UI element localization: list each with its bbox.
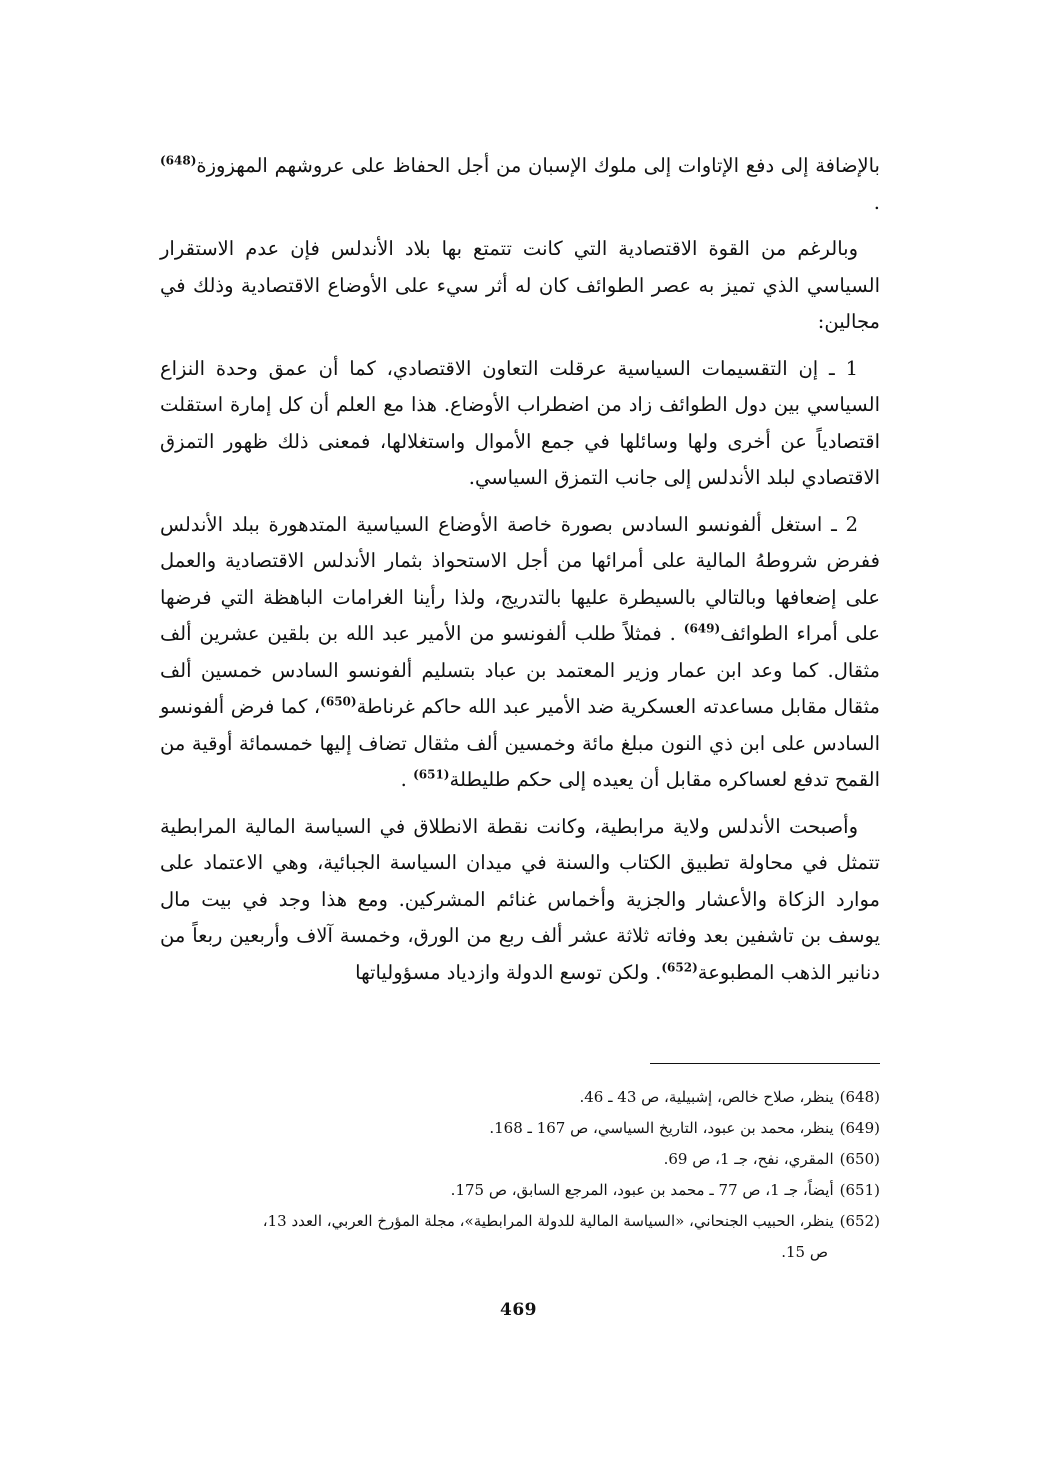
footnote-ref: (649): [683, 621, 721, 636]
paragraph-text: . ولكن توسع الدولة وازدياد مسؤولياتها: [355, 960, 662, 984]
footnote-text: ينظر، محمد بن عبود، التاريخ السياسي، ص 167 ـ 168.: [489, 1119, 834, 1137]
footnote-text: أيضاً، جـ 1، ص 77 ـ محمد بن عبود، المرجع السابق، ص 175.: [450, 1181, 834, 1199]
paragraph-almoravid: [160, 809, 880, 992]
footnote-ref: (651): [413, 767, 450, 782]
footnote-text: ينظر، الحبيب الجنحاني، «السياسة المالية للدولة المرابطية»، مجلة المؤرخ العربي، العدد 13،: [262, 1212, 834, 1230]
paragraph-tail: .: [873, 190, 880, 214]
footnote-number: (649): [839, 1119, 880, 1137]
paragraph-text: 2 ـ استغل ألفونسو السادس بصورة خاصة الأوضاع السياسية المتدهورة ببلد الأندلس ففرض شروطهُ المالية على أمرائها من أجل الاستحواذ بثمار الأندلس الاقتصادية والعمل على إضعافها وبالتالي بالسيطرة عليها بالتدريج، ولذا رأينا الغرامات الباهظة التي فرضها على أمراء الطوائف: [160, 512, 880, 645]
footnote-item: [160, 1113, 880, 1144]
footnote-ref: (648): [160, 153, 197, 168]
footnote-item: [160, 1082, 880, 1113]
footnote-item: [160, 1175, 880, 1206]
paragraph-text: وأصبحت الأندلس ولاية مرابطية، وكانت نقطة الانطلاق في السياسة المالية المرابطية تتمثل في محاولة تطبيق الكتاب والسنة في ميدان السياسة الجبائية، وهي الاعتماد على موارد الزكاة والأعشار والجزية وأخماس غنائم المشركين. ومع هذا وجد في بيت مال يوسف بن تاشفين بعد وفاته ثلاثة عشر ألف ربع من الورق، وخمسة آلاف وأربعين ربعاً من دنانير الذهب المطبوعة: [160, 814, 880, 984]
paragraph-text: ، كما فرض ألفونسو السادس على ابن ذي النون مبلغ مائة وخمسين ألف مثقال تضاف إليها خمسمائة أوقية من القمح تدفع لعساكره مقابل أن يعيده إلى حكم طليطلة: [160, 695, 880, 791]
footnote-ref: (650): [320, 694, 357, 709]
main-text: [160, 148, 880, 1001]
footnote-continuation: ص 15.: [781, 1243, 828, 1261]
footnotes: [160, 1082, 880, 1268]
paragraph-point-2: [160, 507, 880, 799]
footnote-item: [160, 1206, 880, 1237]
footnote-number: (648): [839, 1088, 880, 1106]
paragraph-point-1: [160, 351, 880, 497]
footnote-text: المقري، نفح، جـ 1، ص 69.: [663, 1150, 834, 1168]
paragraph-text: . فمثلاً طلب ألفونسو من الأمير عبد الله بن بلقين عشرين ألف مثقال. كما وعد ابن عمار وزير المعتمد بن عباد بتسليم ألفونسو السادس خمسين ألف مثقال مقابل مساعدته العسكرية ضد الأمير عبد الله حاكم غرناطة: [160, 622, 880, 718]
footnote-item: [160, 1144, 880, 1175]
footnote-ref: (652): [661, 960, 698, 974]
paragraph-intro: [160, 148, 880, 221]
footnote-number: (652): [839, 1212, 880, 1230]
footnote-number: (650): [839, 1150, 880, 1168]
paragraph-text: وبالرغم من القوة الاقتصادية التي كانت تتمتع بها بلاد الأندلس فإن عدم الاستقرار السياسي الذي تميز به عصر الطوائف كان له أثر سيء على الأوضاع الاقتصادية وذلك في مجالين:: [160, 237, 880, 333]
footnote-number: (651): [839, 1181, 880, 1199]
page-number: 469: [500, 1300, 537, 1320]
footnote-separator: [650, 1063, 880, 1064]
paragraph-tail: .: [400, 768, 414, 791]
paragraph-instability: [160, 231, 880, 341]
paragraph-text: بالإضافة إلى دفع الإتاوات إلى ملوك الإسبان من أجل الحفاظ على عروشهم المهزوزة: [196, 154, 880, 177]
paragraph-text: 1 ـ إن التقسيمات السياسية عرقلت التعاون الاقتصادي، كما أن عمق وحدة النزاع السياسي بين دول الطوائف زاد من اضطراب الأوضاع. هذا مع العلم أن كل إمارة استقلت اقتصادياً عن أخرى ولها وسائلها في جمع الأموال واستغلالها، فمعنى ذلك ظهور التمزق الاقتصادي لبلد الأندلس إلى جانب التمزق السياسي.: [160, 356, 880, 489]
footnote-text: ينظر، صلاح خالص، إشبيلية، ص 43 ـ 46.: [579, 1088, 834, 1106]
